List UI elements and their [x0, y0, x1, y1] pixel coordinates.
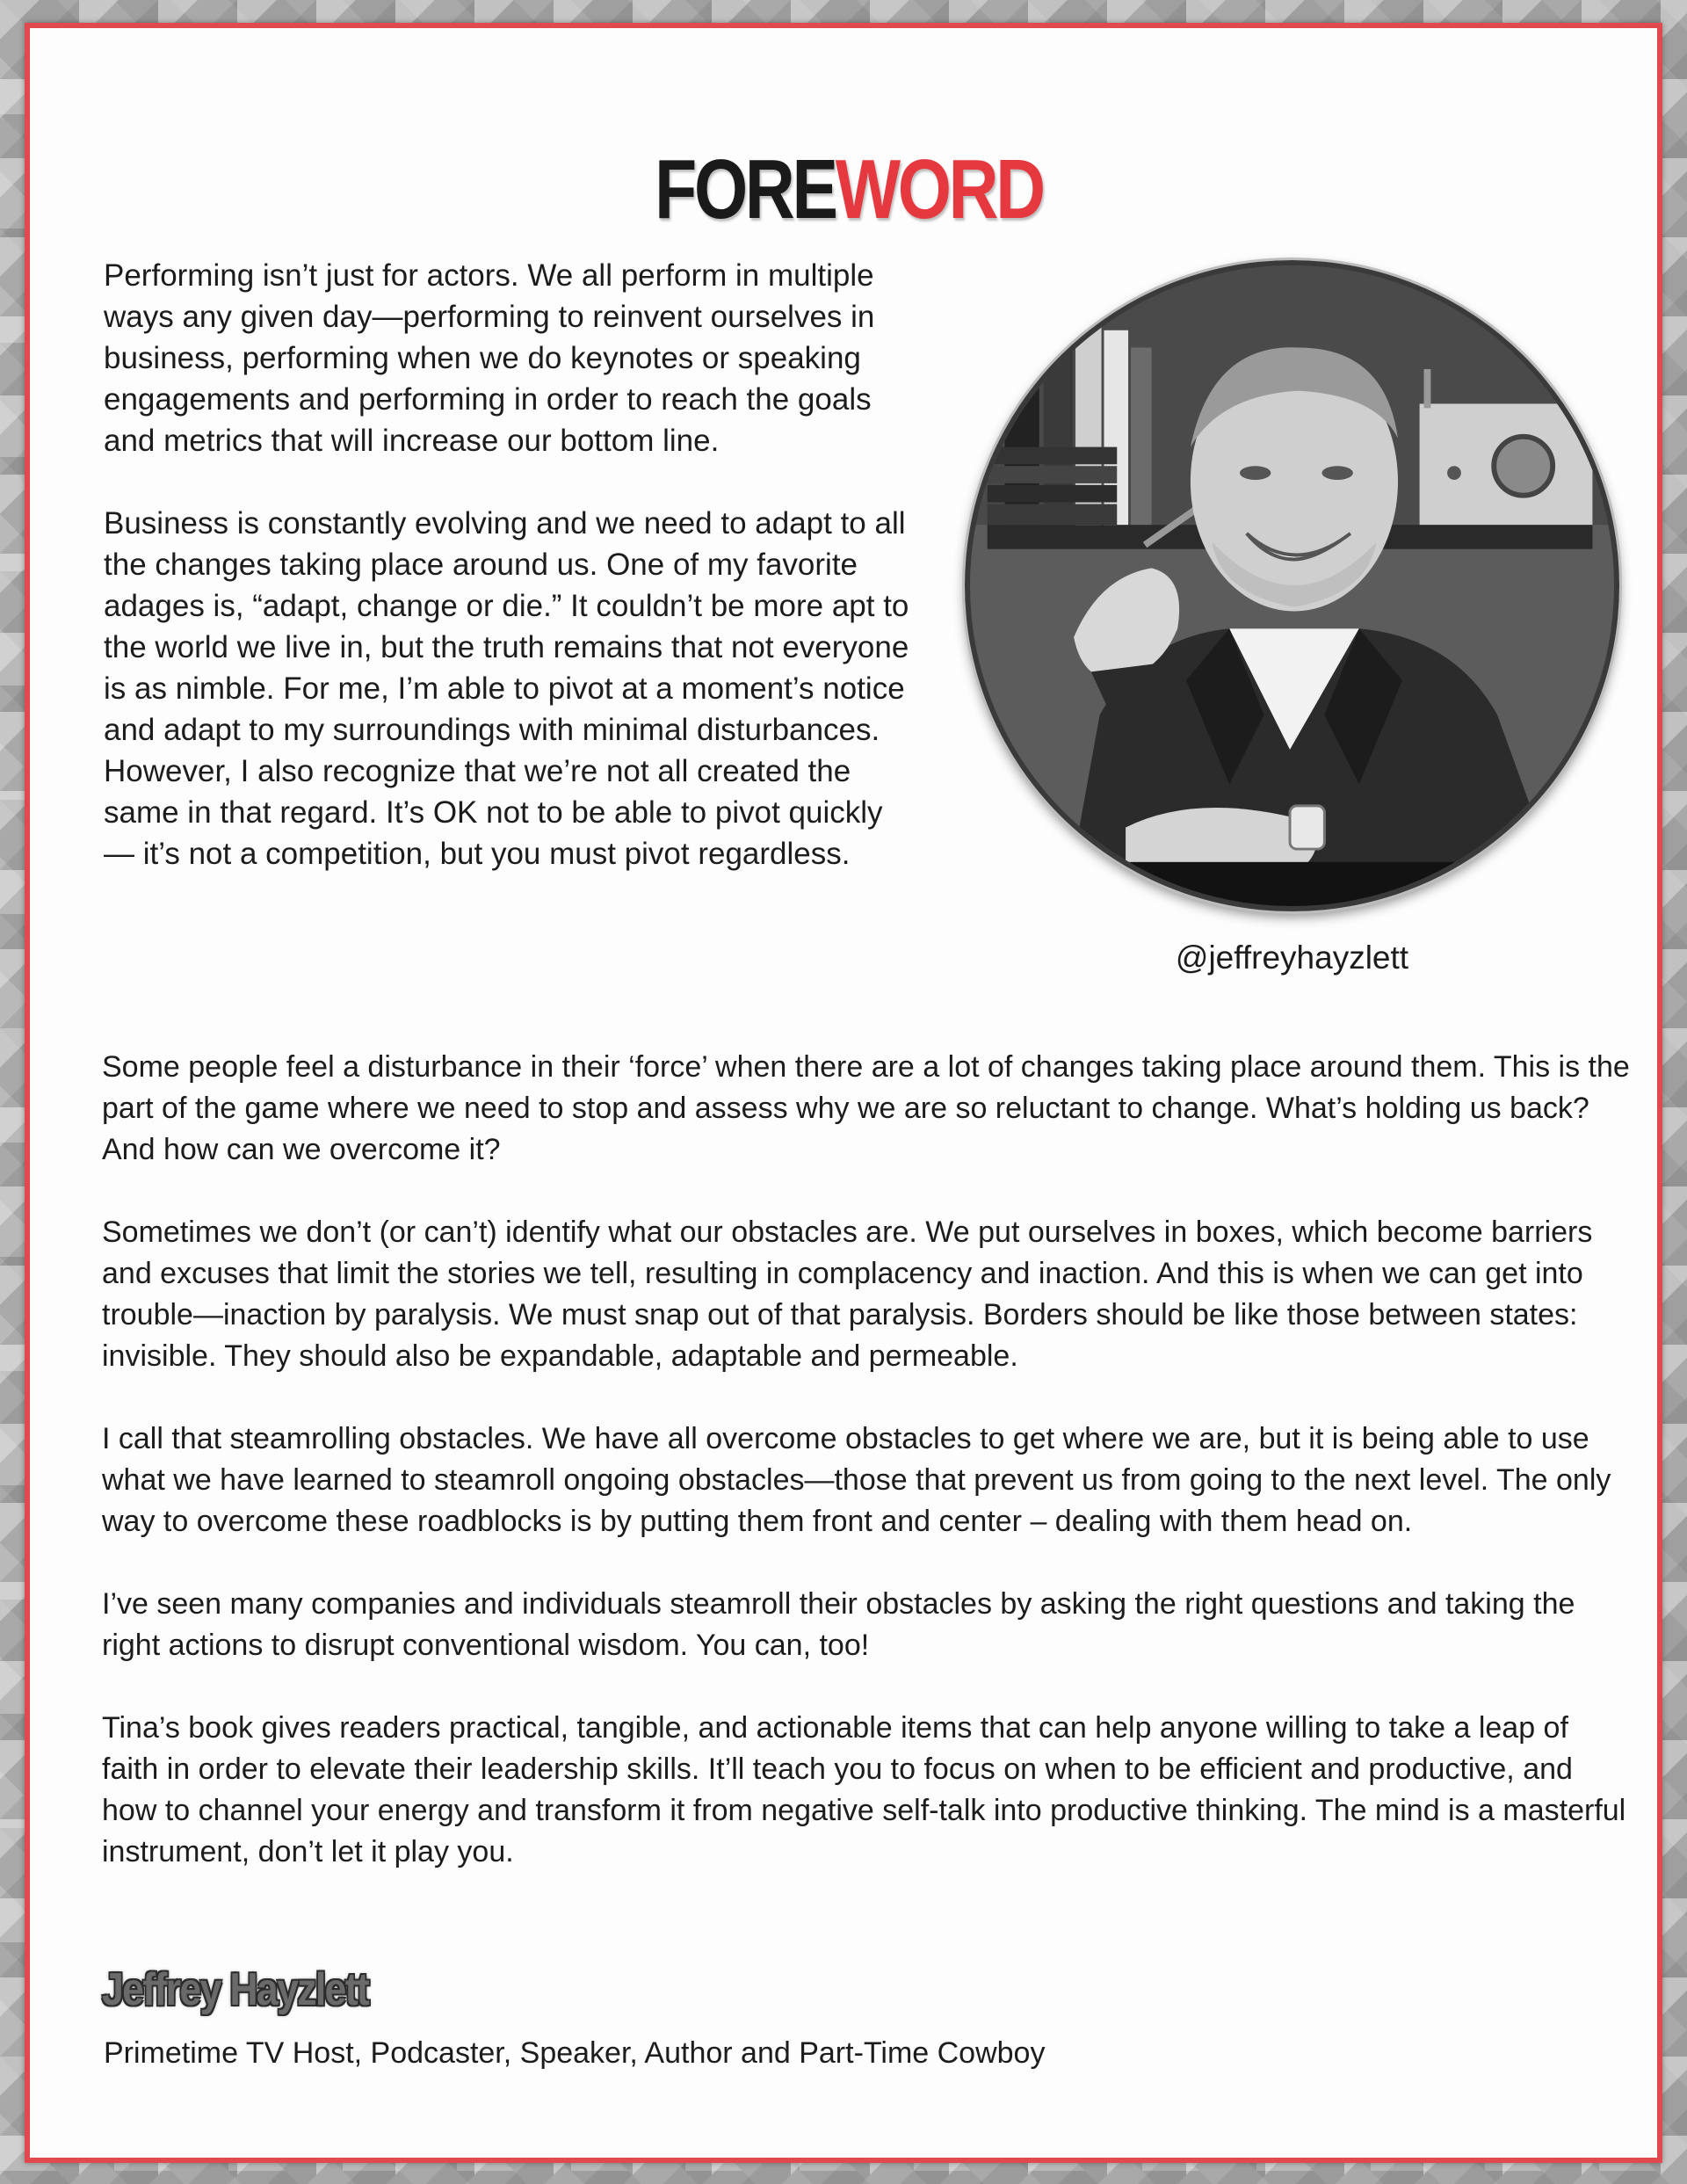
body-paragraph: Tina’s book gives readers practical, tangible, and actionable items that can help anyone willing to take a leap of faith in order to elevate their leadership skills. It’ll teach you to focus on when to be efficient and productive, and how to channel your energy and transform it from negative self-talk into productive thinking. The mind is a masterful instrument, don’t let it play you. [102, 1711, 1626, 1868]
body-text [102, 1047, 1631, 1914]
social-handle[interactable]: @jeffreyhayzlett [1175, 940, 1409, 976]
author-role: Primetime TV Host, Podcaster, Speaker, Author and Part-Time Cowboy [104, 2036, 1046, 2070]
author-portrait [965, 260, 1619, 911]
body-paragraph: I’ve seen many companies and individuals steamroll their obstacles by asking the right questions and taking the right actions to disrupt conventional wisdom. You can, too! [102, 1587, 1575, 1662]
body-paragraph: Sometimes we don’t (or can’t) identify what our obstacles are. We put ourselves in boxes, which become barriers and excuses that limit the stories we tell, resulting in complacency and inaction. And this is when we can get into trouble—inaction by paralysis. We must snap out of that paralysis. Borders should be like those between states: invisible. They should also be expandable, adaptable and permeable. [102, 1215, 1593, 1373]
body-paragraph: Some people feel a disturbance in their ‘force’ when there are a lot of changes taking place around them. This is the part of the game where we need to stop and assess why we are so reluctant to change. What’s holding us back? And how can we overcome it? [102, 1050, 1630, 1166]
author-signature: Jeffrey Hayzlett [102, 1964, 369, 2015]
body-paragraph: I call that steamrolling obstacles. We have all overcome obstacles to get where we are, but it is being able to use what we have learned to steamroll ongoing obstacles—those that prevent us from going to the next level. The only way to overcome these roadblocks is by putting them front and center – dealing with them head on. [102, 1422, 1611, 1538]
page-title [177, 142, 1520, 237]
title-part-red: WORD [835, 142, 1043, 237]
intro-text-column [104, 255, 912, 916]
page-frame [25, 23, 1662, 2163]
portrait-illustration [970, 265, 1614, 906]
intro-paragraph: Performing isn’t just for actors. We all perform in multiple ways any given day—performing to reinvent ourselves in business, performing when we do keynotes or speaking engagements and performing in order to reach the goals and metrics that will increase our bottom line. [104, 258, 875, 458]
title-part-black: FORE [655, 142, 836, 237]
intro-paragraph: Business is constantly evolving and we need to adapt to all the changes taking place around us. One of my favorite adages is, “adapt, change or die.” It couldn’t be more apt to the world we live in, but the truth remains that not everyone is as nimble. For me, I’m able to pivot at a moment’s notice and adapt to my surroundings with minimal disturbances. However, I also recognize that we’re not all created the same in that regard. It’s OK not to be able to pivot quickly — it’s not a competition, but you must pivot regardless. [104, 506, 909, 871]
